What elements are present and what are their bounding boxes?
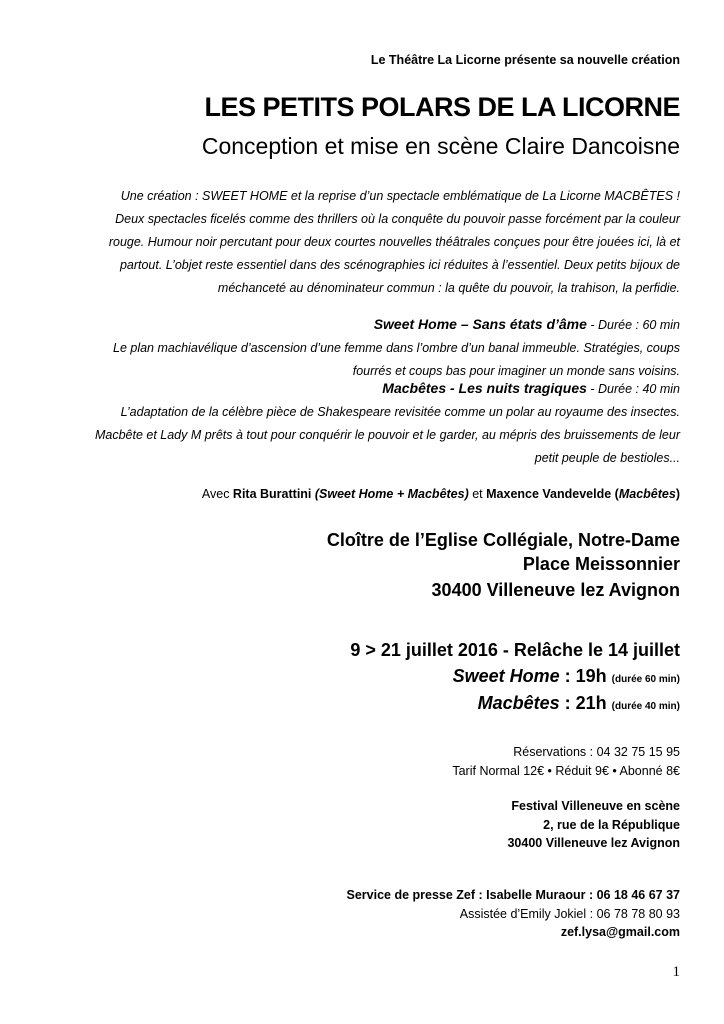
show-description [20, 401, 680, 470]
page-title: LES PETITS POLARS DE LA LICORNE [204, 92, 680, 122]
page-subtitle: Conception et mise en scène Claire Dancoisne [201, 133, 680, 159]
showtime-macbetes [478, 693, 680, 714]
intro-paragraph [60, 185, 680, 300]
venue-name: Cloître de l’Eglise Collégiale, Notre-Dame [326, 530, 680, 550]
showtime-title: Macbêtes [477, 693, 560, 713]
press-assistant: Assistée d’Emily Jokiel : 06 78 78 80 93 [459, 907, 680, 921]
actor-shows: (Sweet Home + Macbêtes) [311, 487, 469, 501]
festival-street: 2, rue de la République [543, 818, 680, 832]
show-heading-macbetes [382, 380, 680, 398]
intro-line: partout. L’objet reste essentiel dans des scénographies ici réduites à l’essentiel. Deux petits bijoux de [119, 258, 680, 272]
show-title: Sweet Home – Sans états d’âme [373, 316, 587, 332]
actor-shows: Macbêtes [618, 487, 676, 501]
show-heading-sweet-home [374, 316, 680, 334]
paren-open: ( [611, 487, 619, 501]
intro-line: Deux spectacles ficelés comme des thrillers où la conquête du pouvoir passe forcément par la couleur [115, 212, 680, 226]
showtime-hour: : 19h [559, 666, 612, 686]
description-line: Macbête et Lady M prêts à tout pour conquérir le pouvoir et le garder, au mépris des bruissements de leur [94, 428, 680, 442]
intro-line: méchanceté au dénominateur commun : la quête du pouvoir, la trahison, la perfidie. [217, 281, 680, 295]
venue-city: 30400 Villeneuve lez Avignon [431, 580, 680, 600]
showtime-duration: (durée 40 min) [611, 701, 680, 712]
press-service: Service de presse Zef : Isabelle Muraour : 06 18 46 67 37 [346, 888, 680, 902]
actor-name: Rita Burattini [232, 487, 312, 501]
presenter-line: Le Théâtre La Licorne présente sa nouvelle création [370, 53, 680, 67]
show-duration: - Durée : 40 min [586, 382, 680, 396]
show-description [40, 337, 680, 383]
description-line: fourrés et coups bas pour imaginer un monde sans voisins. [352, 364, 680, 378]
cast-conjunction: et [468, 487, 487, 501]
showtime-title: Sweet Home [452, 666, 560, 686]
venue-street: Place Meissonnier [522, 554, 680, 574]
description-line: L’adaptation de la célèbre pièce de Shakespeare revisitée comme un polar au royaume des insectes. [120, 405, 680, 419]
reservations-phone: Réservations : 04 32 75 15 95 [513, 745, 680, 759]
description-line: Le plan machiavélique d’ascension d’une femme dans l’ombre d’un banal immeuble. Stratégies, coups [113, 341, 680, 355]
press-email[interactable]: zef.lysa@gmail.com [560, 925, 680, 939]
showtime-hour: : 21h [559, 693, 612, 713]
festival-name: Festival Villeneuve en scène [511, 799, 680, 813]
show-title: Macbêtes - Les nuits tragiques [382, 380, 587, 396]
date-range: 9 > 21 juillet 2016 - Relâche le 14 juillet [350, 640, 680, 660]
ticket-prices: Tarif Normal 12€ • Réduit 9€ • Abonné 8€ [452, 764, 680, 778]
paren-close: ) [675, 487, 680, 501]
cast-prefix: Avec [201, 487, 233, 501]
actor-name: Maxence Vandevelde [486, 487, 612, 501]
cast-line [202, 483, 680, 505]
intro-line: Une création : SWEET HOME et la reprise d’un spectacle emblématique de La Licorne MACBÊTES ! [120, 189, 680, 203]
description-line: petit peuple de bestioles... [534, 451, 680, 465]
showtime-sweet-home [453, 666, 680, 687]
festival-city: 30400 Villeneuve lez Avignon [507, 836, 680, 850]
intro-line: rouge. Humour noir percutant pour deux courtes nouvelles théâtrales conçues pour être jouées ici, là et [108, 235, 680, 249]
show-duration: - Durée : 60 min [586, 318, 680, 332]
page-number: 1 [672, 964, 680, 980]
showtime-duration: (durée 60 min) [611, 674, 680, 685]
